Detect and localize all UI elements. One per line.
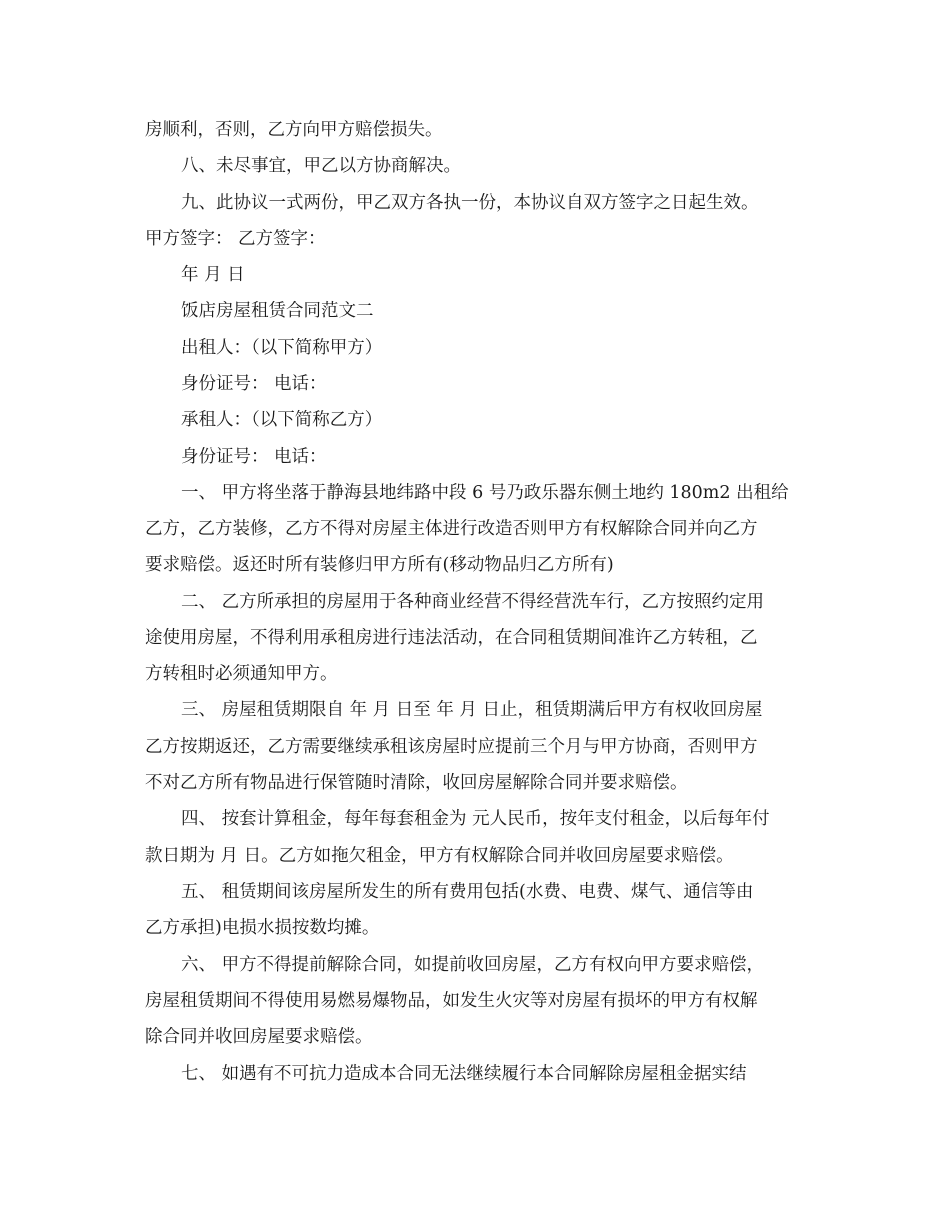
- clause-3: 三、 房屋租赁期限自 年 月 日至 年 月 日止，租赁期满后甲方有权收回房屋: [181, 700, 763, 720]
- text-line: 方转租时必须通知甲方。: [145, 664, 338, 684]
- clause-6: 六、 甲方不得提前解除合同，如提前收回房屋，乙方有权向甲方要求赔偿，: [181, 955, 765, 975]
- clause-2: 二、 乙方所承担的房屋用于各种商业经营不得经营洗车行，乙方按照约定用: [181, 592, 765, 612]
- clause-5: 五、 租赁期间该房屋所发生的所有费用包括(水费、电费、煤气、通信等由: [181, 882, 754, 902]
- text-line: 房顺利，否则，乙方向甲方赔偿损失。: [145, 120, 443, 140]
- section-title: 饭店房屋租赁合同范文二: [181, 301, 374, 321]
- clause-9: 九、此协议一式两份，甲乙双方各执一份，本协议自双方签字之日起生效。: [181, 193, 759, 213]
- lessor-line: 出租人：（以下简称甲方）: [181, 338, 383, 358]
- text-line: 款日期为 月 日。乙方如拖欠租金，甲方有权解除合同并收回房屋要求赔偿。: [145, 846, 734, 866]
- text-line: 乙方，乙方装修，乙方不得对房屋主体进行改造否则甲方有权解除合同并向乙方: [145, 519, 758, 539]
- text-line: 乙方按期返还，乙方需要继续承租该房屋时应提前三个月与甲方协商，否则甲方: [145, 737, 758, 757]
- clause-4: 四、 按套计算租金，每年每套租金为 元人民币，按年支付租金，以后每年付: [181, 809, 770, 829]
- text-line: 要求赔偿。返还时所有装修归甲方所有(移动物品归乙方所有): [145, 555, 614, 575]
- text-line: 不对乙方所有物品进行保管随时清除，收回房屋解除合同并要求赔偿。: [145, 773, 688, 793]
- clause-7: 七、 如遇有不可抗力造成本合同无法继续履行本合同解除房屋租金据实结: [181, 1064, 747, 1084]
- lessee-id-line: 身份证号： 电话：: [181, 447, 327, 467]
- text-line: 房屋租赁期间不得使用易燃易爆物品，如发生火灾等对房屋有损坏的甲方有权解: [145, 991, 758, 1011]
- text-line: 乙方承担)电损水损按数均摊。: [145, 918, 380, 938]
- text-line: 途使用房屋，不得利用承租房进行违法活动，在合同租赁期间准许乙方转租，乙: [145, 628, 758, 648]
- signature-line: 甲方签字： 乙方签字：: [145, 229, 326, 249]
- clause-1: 一、 甲方将坐落于静海县地纬路中段 6 号乃政乐器东侧土地约 180m2 出租给: [181, 483, 789, 503]
- lessee-line: 承租人：（以下简称乙方）: [181, 410, 383, 430]
- text-line: 除合同并收回房屋要求赔偿。: [145, 1027, 373, 1047]
- date-line: 年 月 日: [181, 265, 245, 285]
- clause-8: 八、未尽事宜，甲乙以方协商解决。: [181, 156, 461, 176]
- lessor-id-line: 身份证号： 电话：: [181, 374, 327, 394]
